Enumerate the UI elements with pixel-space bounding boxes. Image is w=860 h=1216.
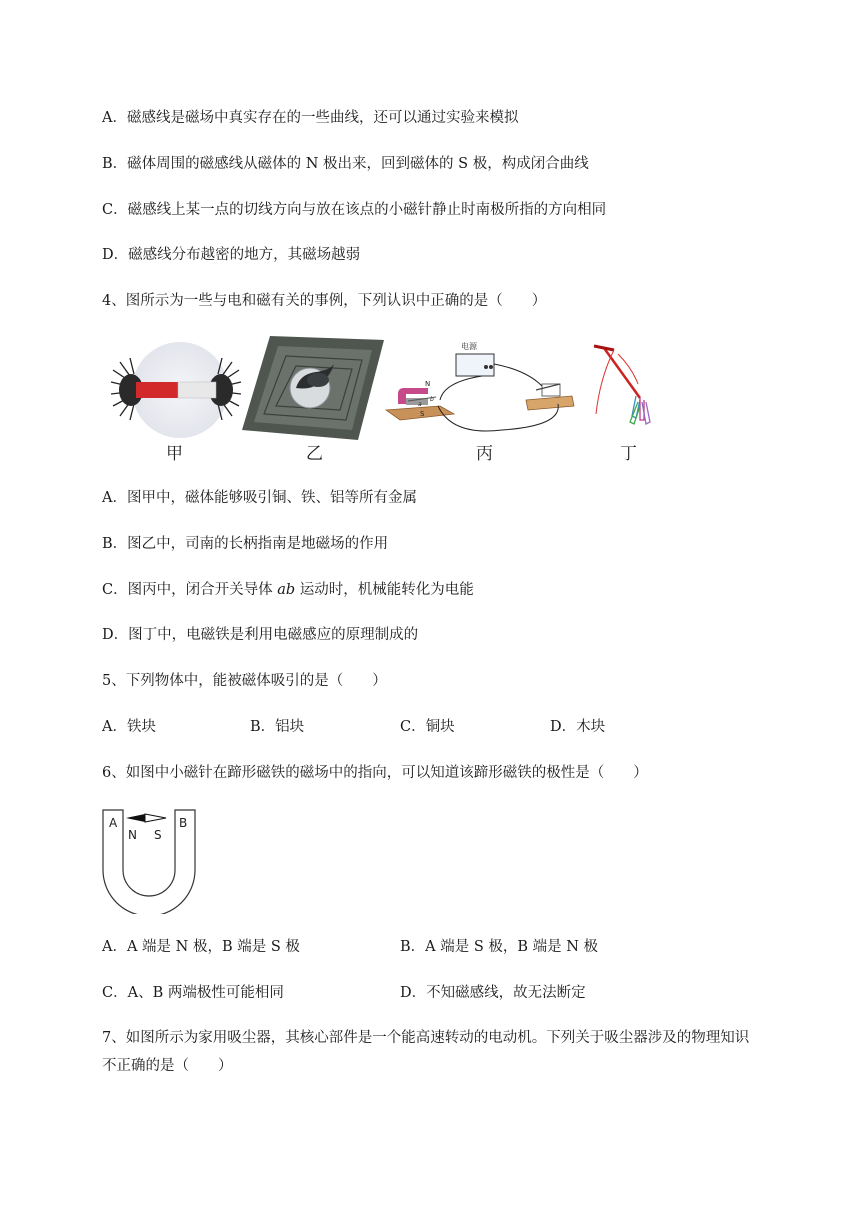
q6-option-c: C．A、B 两端极性可能相同 — [102, 985, 284, 1001]
s-label: S — [420, 410, 425, 418]
needle-label-s: S — [154, 828, 162, 842]
q5-option-d: D．木块 — [550, 719, 606, 735]
bar-magnet-image — [108, 340, 244, 440]
caption-jia: 甲 — [166, 444, 183, 464]
sinan-compass-image — [240, 334, 386, 442]
caption-ding: 丁 — [620, 444, 637, 464]
q3-option-a: A．磁感线是磁场中真实存在的一些曲线，还可以通过实验来模拟 — [102, 110, 519, 126]
q3-option-d: D．磁感线分布越密的地方，其磁场越弱 — [102, 247, 361, 263]
a-label: a — [418, 401, 422, 408]
q3-option-c: C．磁感线上某一点的切线方向与放在该点的小磁针静止时南极所指的方向相同 — [102, 202, 607, 218]
q7-stem-line2: 不正确的是（ ） — [102, 1058, 233, 1074]
q6-stem: 6、如图中小磁针在蹄形磁铁的磁场中的指向，可以知道该蹄形磁铁的极性是（ ） — [102, 765, 648, 781]
q7-stem-line1: 7、如图所示为家用吸尘器，其核心部件是一个能高速转动的电动机。下列关于吸尘器涉及的物理知识 — [102, 1030, 750, 1046]
q3-option-b: B．磁体周围的磁感线从磁体的 N 极出来，回到磁体的 S 极，构成闭合曲线 — [102, 156, 589, 172]
q5-option-a: A．铁块 — [102, 719, 156, 735]
needle-label-n: N — [128, 828, 137, 842]
n-label: N — [425, 380, 431, 388]
caption-yi: 乙 — [306, 444, 323, 464]
q6-option-a: A．A 端是 N 极，B 端是 S 极 — [102, 939, 300, 955]
q4-option-c-ab: ab — [277, 582, 296, 598]
horseshoe-magnet-diagram — [100, 808, 200, 914]
q4-option-c-post: 运动时，机械能转化为电能 — [295, 582, 474, 598]
caption-bing: 丙 — [476, 444, 493, 464]
electromagnet-image — [588, 338, 660, 442]
q5-option-c: C．铜块 — [400, 719, 455, 735]
q5-option-b: B．铝块 — [250, 719, 305, 735]
q6-option-b: B．A 端是 S 极，B 端是 N 极 — [400, 939, 599, 955]
q4-option-a: A．图甲中，磁体能够吸引铜、铁、铝等所有金属 — [102, 490, 417, 506]
q4-figure — [100, 334, 660, 462]
q5-stem: 5、下列物体中，能被磁体吸引的是（ ） — [102, 673, 387, 689]
q4-option-c-pre: C．图丙中，闭合开关导体 — [102, 582, 278, 598]
q4-option-c — [102, 580, 474, 600]
power-label: 电源 — [461, 342, 477, 351]
q6-option-d: D．不知磁感线，故无法断定 — [400, 985, 586, 1001]
q4-option-d: D．图丁中，电磁铁是利用电磁感应的原理制成的 — [102, 627, 419, 643]
q4-option-b: B．图乙中，司南的长柄指南是地磁场的作用 — [102, 536, 389, 552]
magnet-label-b: B — [179, 816, 188, 830]
q4-stem: 4、图所示为一些与电和磁有关的事例，下列认识中正确的是（ ） — [102, 293, 547, 309]
induction-circuit-image — [382, 334, 578, 442]
magnet-label-a: A — [109, 816, 118, 830]
b-label: b — [430, 396, 434, 403]
